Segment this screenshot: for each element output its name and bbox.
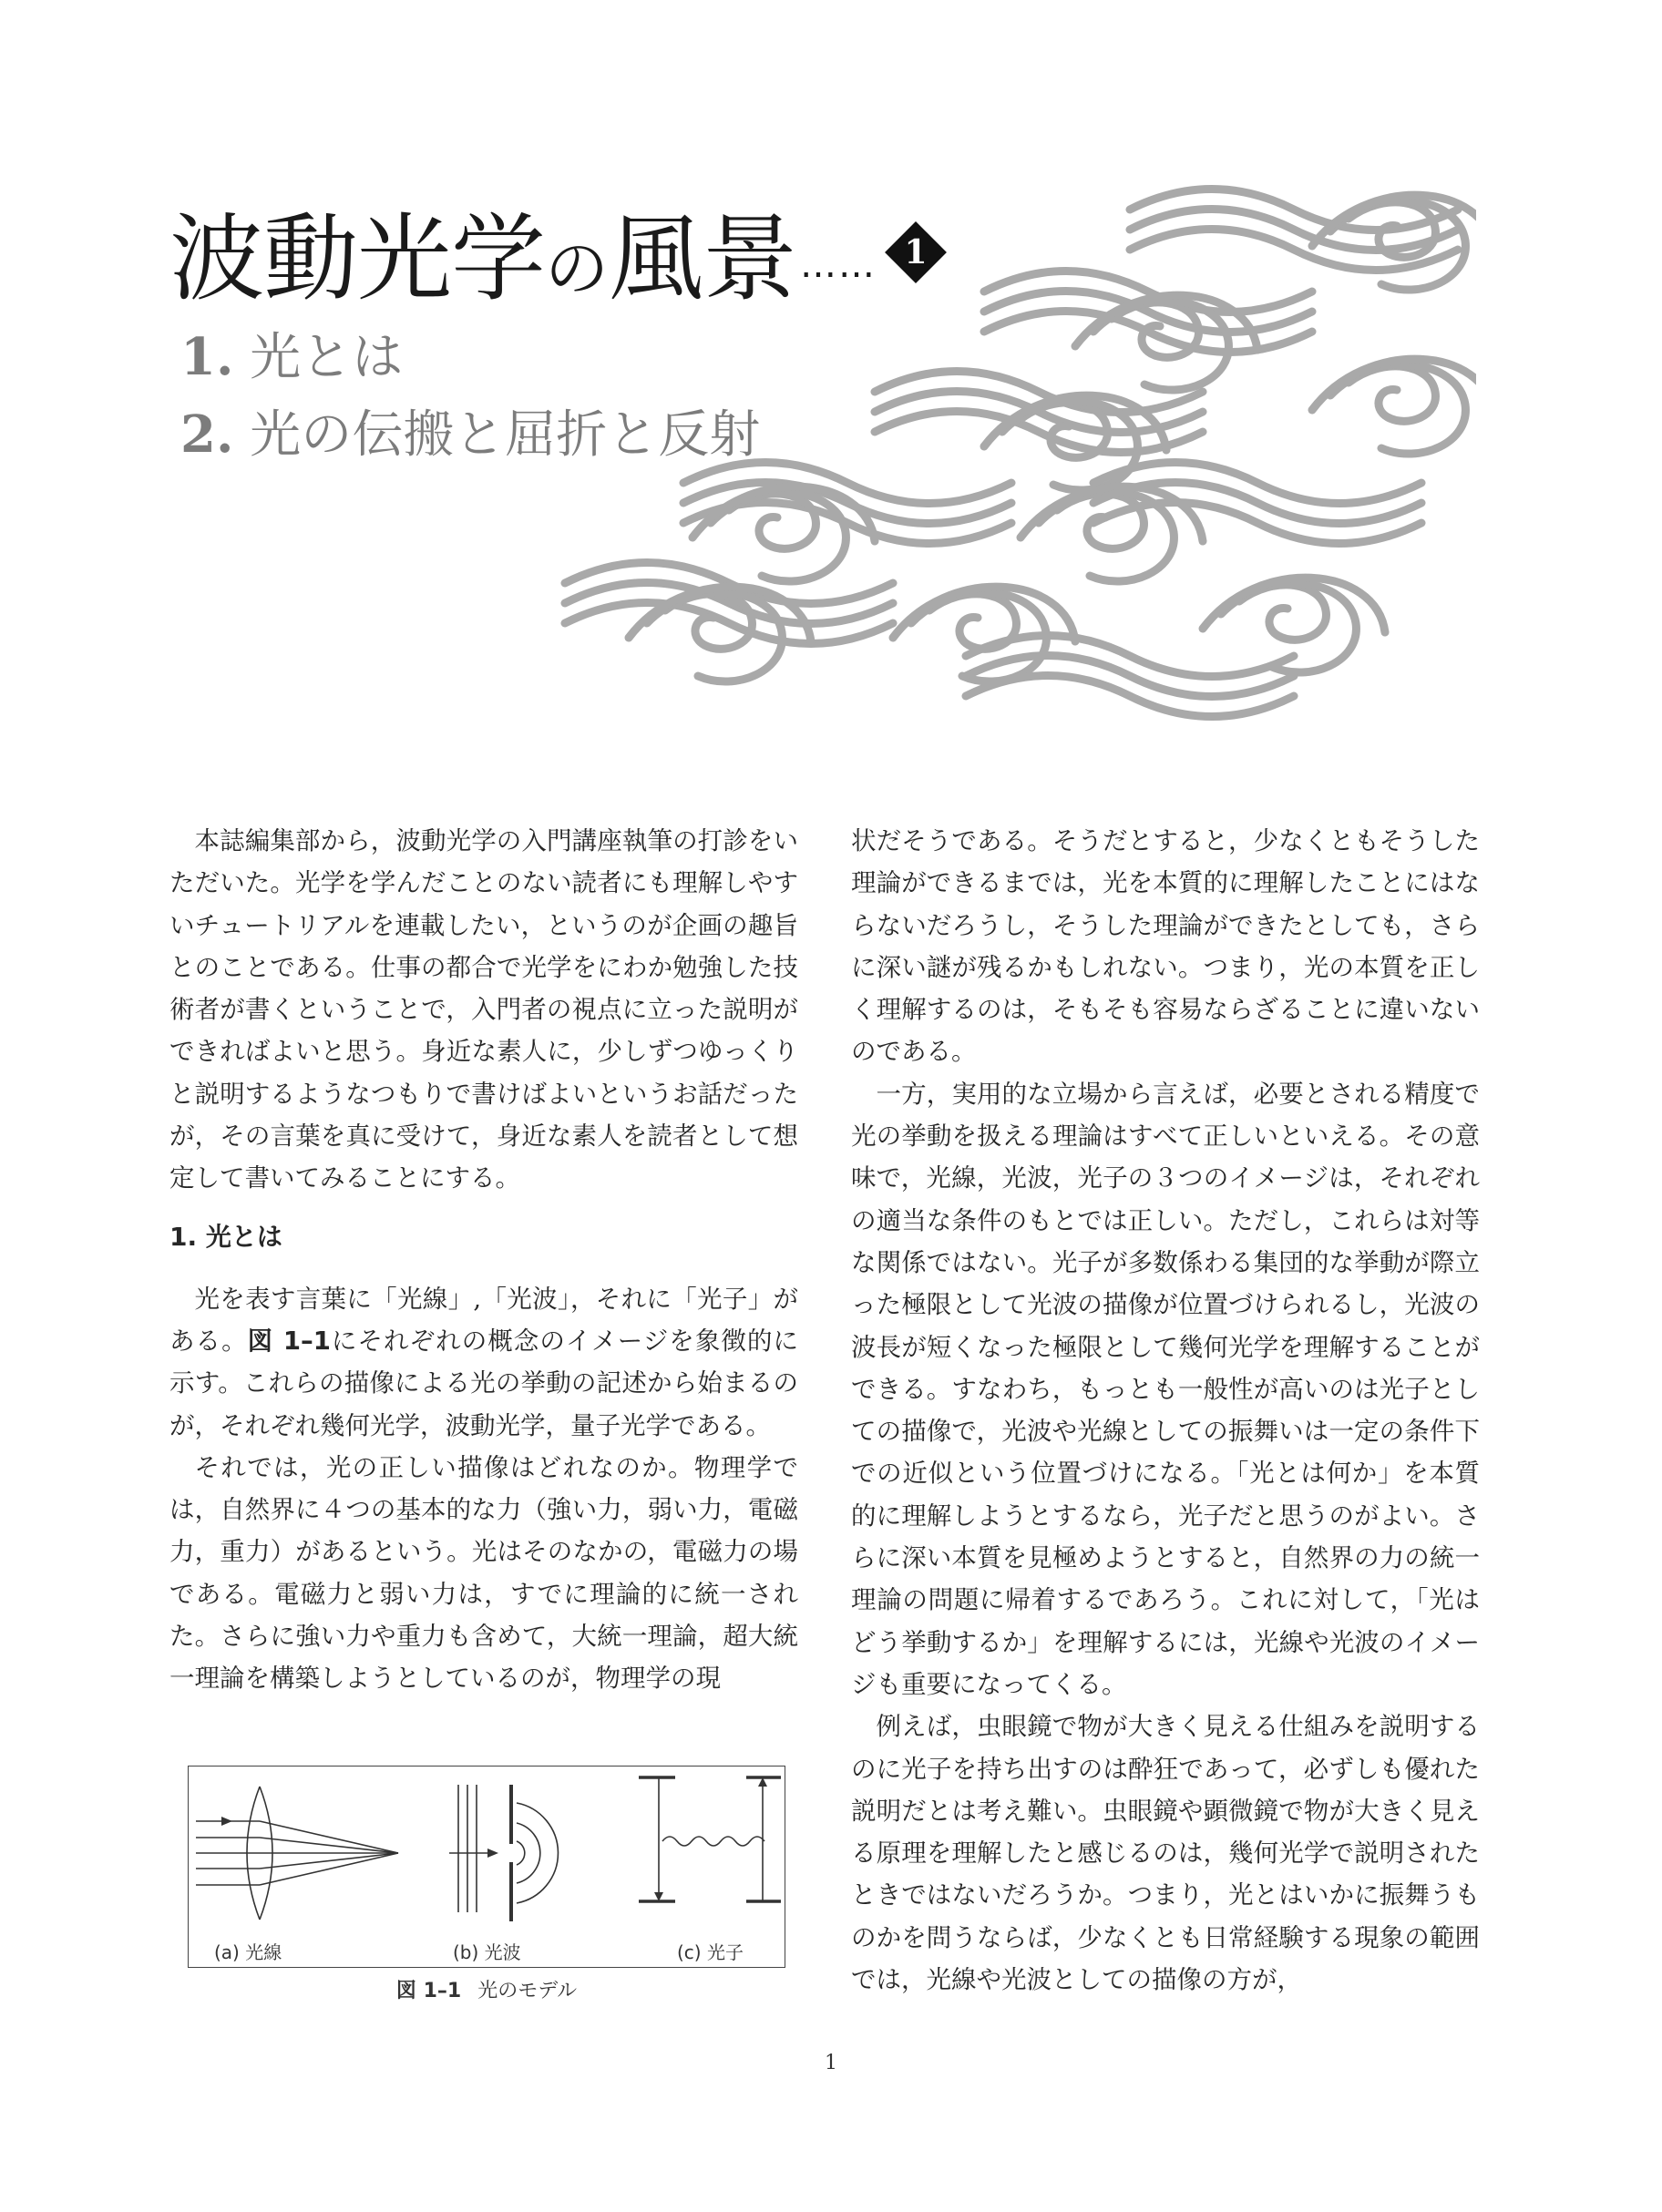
figure-caption [188, 1975, 785, 2003]
figure-reference: 図 1–1 [247, 1326, 331, 1356]
body-column-right [851, 820, 1480, 2001]
paragraph: 一方，実用的な立場から言えば，必要とされる精度で光の挙動を扱える理論はすべて正しいといえる。その意味で，光線，光波，光子の３つのイメージは，それぞれの適当な条件のもとでは正しい。ただし，これらは対等な関係ではない。光子が多数係わる集団的な挙動が際立った極限として光波の描像が位置づけられるし，光波の波長が短くなった極限として幾何光学を理解することができる。すなわち，もっとも一般性が高いのは光子としての描像で，光波や光線としての振舞いは一定の条件下での近似という位置づけになる。「光とは何か」を本質的に理解しようとするなら，光子だと思うのがよい。さらに深い本質を見極めようとすると，自然界の力の統一理論の問題に帰着するであろう。これに対して，「光はどう挙動するか」を理解するには，光線や光波のイメージも重要になってくる。 [851, 1079, 1480, 1699]
paragraph: 例えば，虫眼鏡で物が大きく見える仕組みを説明するのに光子を持ち出すのは酔狂であって，必ずしも優れた説明だとは考え難い。虫眼鏡や顕微鏡で物が大きく見える原理を理解したと感じるのは，幾何光学で説明されたときではないだろうか。つまり，光とはいかに振舞うものかを問うならば，少なくとも日常経験する現象の範囲では，光線や光波としての描像の方が， [851, 1712, 1480, 1995]
figure-label-c: (c) 光子 [677, 1941, 744, 1963]
paragraph [169, 1278, 798, 1447]
figure-caption-number: 図 1–1 [395, 1980, 462, 2002]
chapter-badge-number: 1 [904, 233, 928, 271]
body-column-left [169, 820, 798, 1700]
paragraph-text: 光を表す言葉に「光線」,「光波」，それに「光子」がある。 [169, 1284, 798, 1356]
lens-diagram [196, 1787, 398, 1920]
title-part-1: 波動光学 [169, 203, 546, 314]
paragraph-text: にそれぞれの概念のイメージを象徴的に示す。これらの描像による光の挙動の記述から始まるのが，それぞれ幾何光学，波動光学，量子光学である。 [169, 1326, 799, 1440]
page-number: 1 [825, 2052, 837, 2074]
figure-label-a: (a) 光線 [214, 1941, 282, 1963]
paragraph: 本誌編集部から，波動光学の入門講座執筆の打診をいただいた。光学を学んだことのない読者にも理解しやすいチュートリアルを連載したい，というのが企画の趣旨とのことである。仕事の都合で光学をにわか勉強した技術者が書くということで，入門者の視点に立った説明ができればよいと思う。身近な素人に，少しずつゆっくりと説明するようなつもりで書けばよいというお話だったが，その言葉を真に受けて，身近な素人を読者として想定して書いてみることにする。 [169, 826, 798, 1193]
figure-label-b: (b) 光波 [453, 1941, 521, 1963]
subtitle-number: 2. [180, 405, 234, 465]
wave-pattern-illustration [547, 182, 1476, 747]
title-dots: …… [800, 244, 877, 286]
subtitle-text: 光とは [250, 328, 404, 387]
title-part-2: 風景 [609, 203, 797, 314]
title-particle: の [545, 231, 610, 306]
paragraph: それでは，光の正しい描像はどれなのか。物理学では，自然界に４つの基本的な力（強い力，弱い力，電磁力，重力）があるという。光はそのなかの，電磁力の場である。電磁力と弱い力は，すでに理論的に統一された。さらに強い力や重力も含めて，大統一理論，超大統一理論を構築しようとしているのが，物理学の現 [169, 1452, 798, 1694]
subtitle-text: 光の伝搬と屈折と反射 [250, 405, 761, 465]
figure-light-models [188, 1766, 785, 1968]
section-heading: 1. 光とは [169, 1221, 282, 1252]
figure-caption-text: 光のモデル [477, 1980, 578, 2002]
paragraph: 状だそうである。そうだとすると，少なくともそうした理論ができるまでは，光を本質的に理解したことにはならないだろうし，そうした理論ができたとしても，さらに深い謎が残るかもしれない。つまり，光の本質を正しく理解するのは，そもそも容易ならざることに違いないのである。 [851, 826, 1480, 1067]
subtitle-number: 1. [180, 327, 234, 387]
